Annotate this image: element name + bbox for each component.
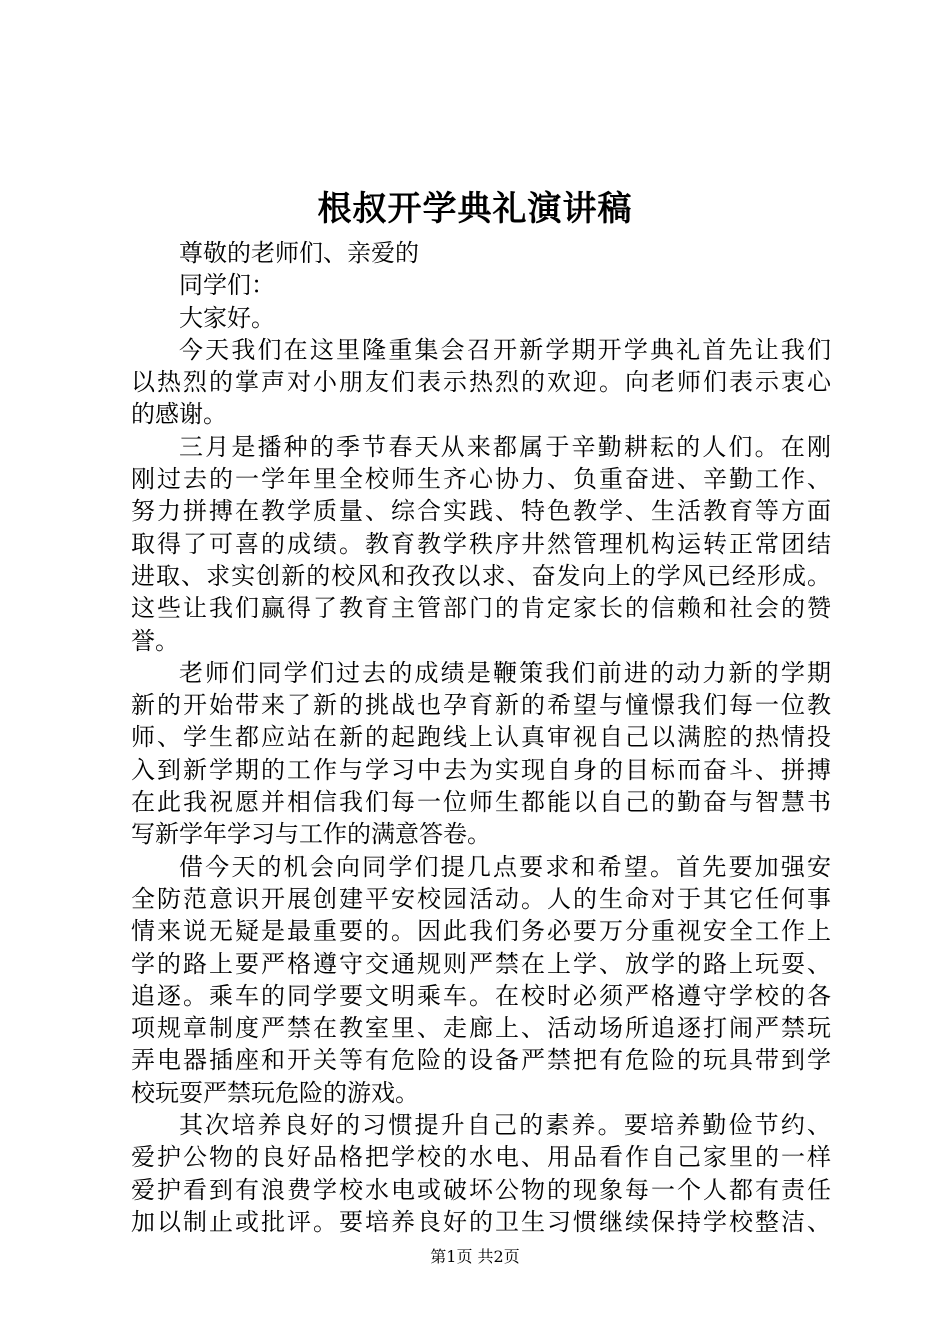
body-line: 老师们同学们过去的成绩是鞭策我们前进的动力新的学期 — [179, 658, 831, 687]
document-body — [131, 237, 831, 1238]
body-line: 爱护公物的良好品格把学校的水电、用品看作自己家里的一样 — [131, 1143, 831, 1172]
body-line: 同学们： — [179, 271, 275, 300]
body-line: 今天我们在这里隆重集会召开新学期开学典礼首先让我们 — [179, 335, 831, 364]
body-line: 进取、求实创新的校风和孜孜以求、奋发向上的学风已经形成。 — [131, 561, 831, 590]
body-line: 爱护看到有浪费学校水电或破坏公物的现象每一个人都有责任 — [131, 1175, 831, 1204]
body-line: 大家好。 — [179, 303, 275, 332]
body-line: 取得了可喜的成绩。教育教学秩序井然管理机构运转正常团结 — [131, 529, 831, 558]
body-line: 追逐。乘车的同学要文明乘车。在校时必须严格遵守学校的各 — [131, 981, 831, 1010]
body-line: 师、学生都应站在新的起跑线上认真审视自己以满腔的热情投 — [131, 723, 831, 752]
body-line: 学的路上要严格遵守交通规则严禁在上学、放学的路上玩耍、 — [131, 949, 831, 978]
body-line: 三月是播种的季节春天从来都属于辛勤耕耘的人们。在刚 — [179, 432, 831, 461]
body-line: 校玩耍严禁玩危险的游戏。 — [131, 1078, 419, 1107]
body-line: 加以制止或批评。要培养良好的卫生习惯继续保持学校整洁、 — [131, 1207, 831, 1236]
body-line: 的感谢。 — [131, 400, 227, 429]
body-line: 入到新学期的工作与学习中去为实现自身的目标而奋斗、拼搏 — [131, 755, 831, 784]
body-line: 以热烈的掌声对小朋友们表示热烈的欢迎。向老师们表示衷心 — [131, 368, 831, 397]
body-line: 项规章制度严禁在教室里、走廊上、活动场所追逐打闹严禁玩 — [131, 1014, 831, 1043]
body-line: 其次培养良好的习惯提升自己的素养。要培养勤俭节约、 — [179, 1111, 831, 1140]
body-line: 新的开始带来了新的挑战也孕育新的希望与憧憬我们每一位教 — [131, 691, 831, 720]
body-line: 这些让我们赢得了教育主管部门的肯定家长的信赖和社会的赞 — [131, 594, 831, 623]
body-line: 全防范意识开展创建平安校园活动。人的生命对于其它任何事 — [131, 884, 831, 913]
body-line: 刚过去的一学年里全校师生齐心协力、负重奋进、辛勤工作、 — [131, 465, 831, 494]
body-line: 借今天的机会向同学们提几点要求和希望。首先要加强安 — [179, 852, 831, 881]
page-footer: 第1页 共2页 — [430, 1247, 520, 1266]
document-title: 根叔开学典礼演讲稿 — [317, 189, 633, 229]
body-line: 写新学年学习与工作的满意答卷。 — [131, 820, 491, 849]
body-line: 情来说无疑是最重要的。因此我们务必要万分重视安全工作上 — [131, 917, 831, 946]
body-line: 弄电器插座和开关等有危险的设备严禁把有危险的玩具带到学 — [131, 1046, 831, 1075]
body-line: 誉。 — [131, 626, 179, 655]
body-line: 尊敬的老师们、亲爱的 — [179, 239, 419, 267]
body-line: 努力拼搏在教学质量、综合实践、特色教学、生活教育等方面 — [131, 497, 831, 526]
body-line: 在此我祝愿并相信我们每一位师生都能以自己的勤奋与智慧书 — [131, 788, 831, 817]
